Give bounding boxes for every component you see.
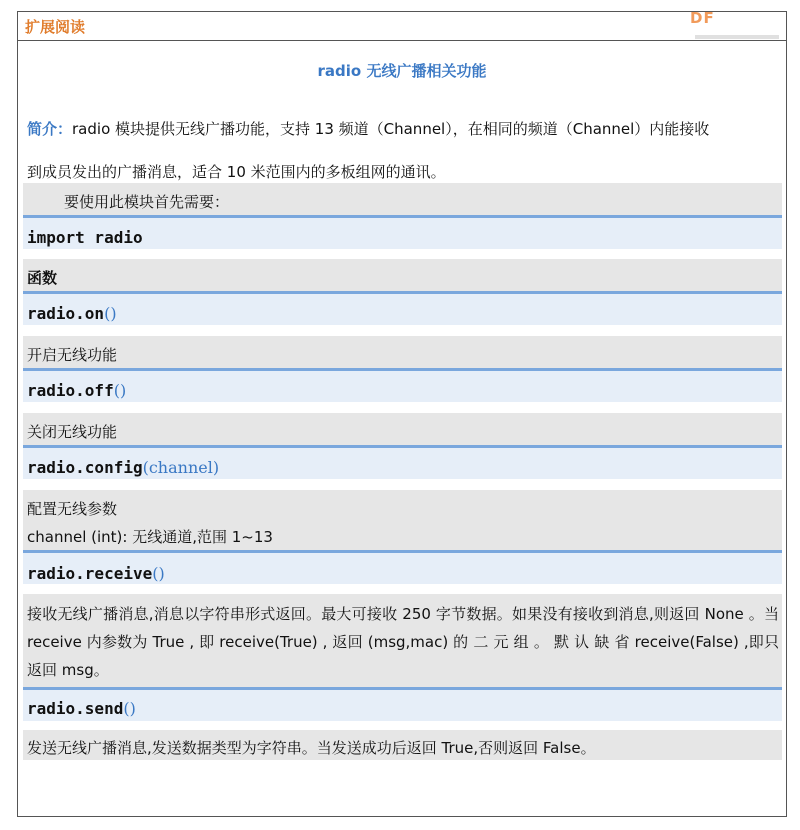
func-send-signature: [27, 699, 136, 718]
df-logo: DF: [690, 9, 715, 27]
func-receive-desc: 接收无线广播消息,消息以字符串形式返回。最大可接收 250 字节数据。如果没有接收到消息,则返回 None 。当 receive 内参数为 True , 即 receive(True) , 返回 (msg,mac) 的 二 元 组 。 默 认 缺 省 receive(False) ,即只返回 msg。: [27, 605, 779, 679]
func-off-desc: 关闭无线功能: [27, 423, 118, 441]
paren-open: (: [113, 381, 120, 400]
func-name: radio.config: [27, 458, 143, 477]
paren-open: (: [152, 564, 159, 583]
func-off-desc-bg: [23, 413, 782, 445]
paren-open: (: [123, 699, 130, 718]
func-name: radio.on: [27, 304, 105, 323]
paren-close: ): [212, 458, 220, 477]
func-param: channel: [148, 458, 213, 477]
paren-close: ): [129, 699, 136, 718]
paren-close: ): [119, 381, 127, 400]
func-config-desc: 配置无线参数: [27, 500, 118, 518]
func-on-desc: 开启无线功能: [27, 346, 118, 364]
func-name: radio.receive: [27, 564, 153, 583]
func-config-signature: [27, 458, 219, 477]
func-send-desc: 发送无线广播消息,发送数据类型为字符串。当发送成功后返回 True,否则返回 False。: [27, 739, 596, 757]
func-off-block: [23, 368, 782, 402]
intro-line-1: [27, 118, 781, 139]
intro-label: 简介：: [27, 120, 73, 138]
paren-open: (: [142, 458, 149, 477]
paren-open: (: [104, 304, 111, 323]
paren-close: ): [110, 304, 117, 323]
functions-header-bg: [23, 259, 782, 291]
func-send-block: [23, 687, 782, 721]
intro-line-2: 到成员发出的广播消息，适合 10 米范围内的多板组网的通讯。: [27, 163, 446, 181]
functions-label: 函数: [27, 269, 58, 287]
func-name: radio.off: [27, 381, 114, 400]
func-on-block: [23, 291, 782, 325]
header-bar: [17, 11, 787, 41]
intro-requirement: 要使用此模块首先需要：: [64, 193, 230, 211]
header-title: 扩展阅读: [25, 18, 86, 36]
func-receive-signature: [27, 564, 165, 583]
logo-subtitle-strip: [695, 35, 779, 39]
section-title: radio 无线广播相关功能: [317, 62, 487, 80]
func-off-signature: [27, 381, 126, 400]
func-on-desc-bg: [23, 336, 782, 368]
func-on-signature: [27, 304, 117, 323]
intro-text-1: radio 模块提供无线广播功能，支持 13 频道（Channel），在相同的频道（Channel）内能接收: [72, 120, 710, 138]
func-config-param-desc: channel (int): 无线通道,范围 1~13: [27, 528, 273, 546]
func-name: radio.send: [27, 699, 124, 718]
paren-close: ): [158, 564, 165, 583]
import-code: import radio: [27, 228, 143, 247]
